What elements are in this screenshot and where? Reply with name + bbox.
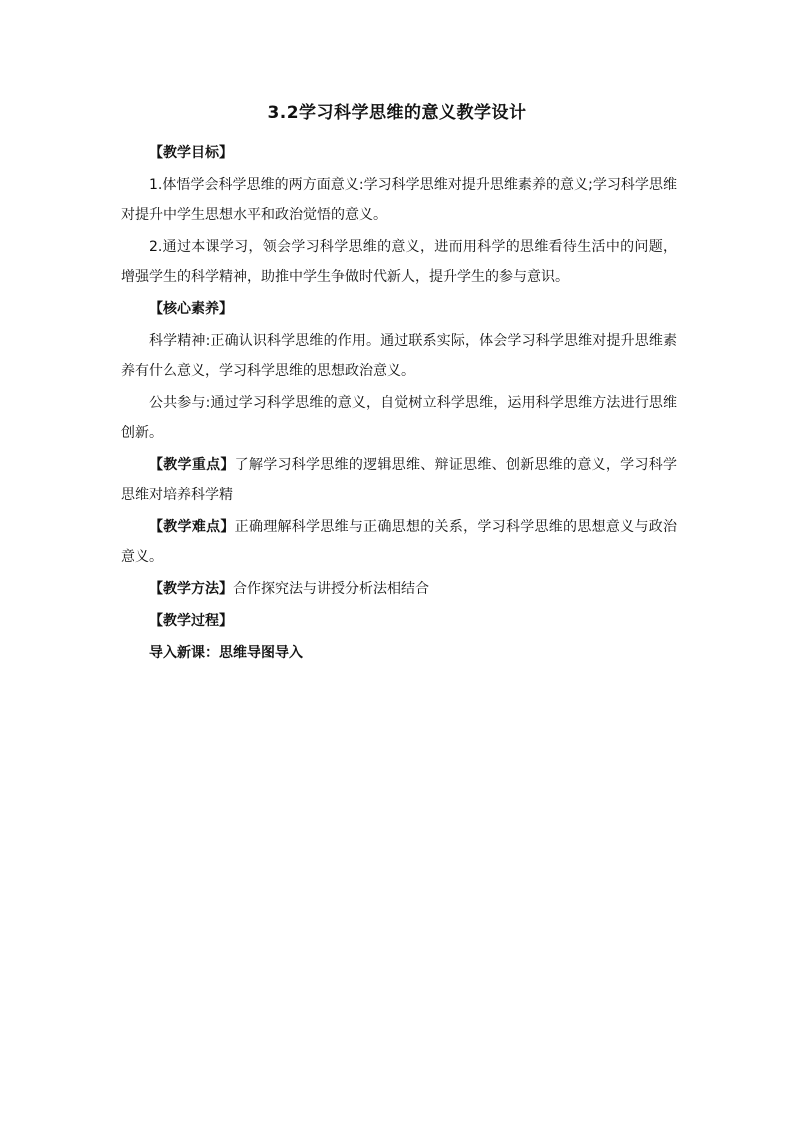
objectives-heading: 【教学目标】 — [149, 145, 233, 161]
key-points-paragraph — [121, 450, 677, 510]
key-points-label: 【教学重点】 — [149, 457, 235, 473]
methods-label: 【教学方法】 — [149, 581, 233, 597]
literacy-science-paragraph: 科学精神:正确认识科学思维的作用。通过联系实际，体会学习科学思维对提升思维素养有什么意义，学习科学思维的思想政治意义。 — [121, 333, 677, 379]
difficult-points-label: 【教学难点】 — [149, 519, 235, 535]
objective-item-2: 2.通过本课学习，领会学习科学思维的意义，进而用科学的思维看待生活中的问题，增强学生的科学精神，助推中学生争做时代新人，提升学生的参与意识。 — [121, 239, 677, 285]
document-title: 3.2学习科学思维的意义教学设计 — [267, 103, 527, 123]
process-intro: 导入新课：思维导图导入 — [149, 645, 303, 661]
objective-item-1: 1.体悟学会科学思维的两方面意义:学习科学思维对提升思维素养的意义;学习科学思维对提升中学生思想水平和政治觉悟的意义。 — [121, 177, 677, 223]
process-heading: 【教学过程】 — [149, 613, 233, 629]
difficult-points-text: 正确理解科学思维与正确思想的关系，学习科学思维的思想意义与政治意义。 — [121, 519, 678, 565]
methods-text: 合作探究法与讲授分析法相结合 — [233, 581, 429, 597]
methods-paragraph — [121, 574, 677, 604]
literacy-heading: 【核心素养】 — [149, 301, 233, 317]
difficult-points-paragraph — [121, 512, 677, 572]
literacy-participation-paragraph: 公共参与:通过学习科学思维的意义，自觉树立科学思维，运用科学思维方法进行思维创新。 — [121, 395, 677, 441]
document-body — [121, 138, 677, 668]
key-points-text: 了解学习科学思维的逻辑思维、辩证思维、创新思维的意义，学习科学思维对培养科学精 — [121, 457, 678, 503]
